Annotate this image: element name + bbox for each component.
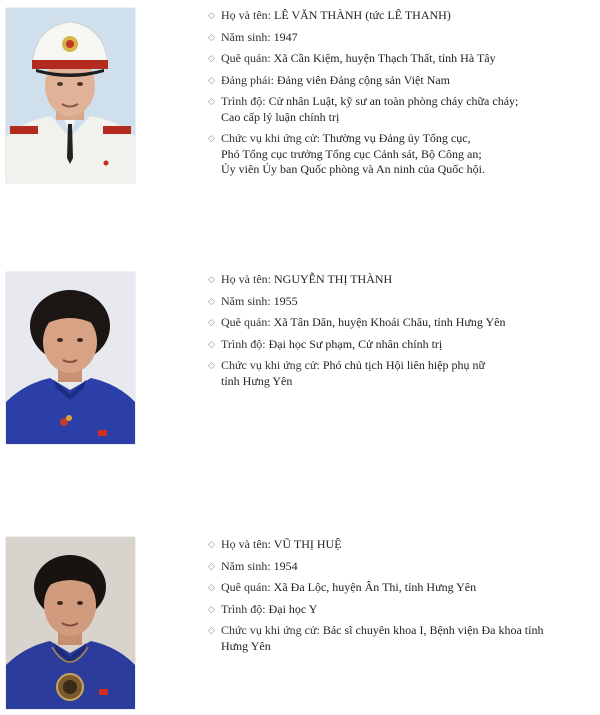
diamond-bullet-icon: ◇ <box>208 603 215 614</box>
diamond-bullet-icon: ◇ <box>208 96 215 106</box>
field-value: NGUYỄN THỊ THÀNH <box>274 272 393 286</box>
diamond-bullet-icon: ◇ <box>208 582 215 592</box>
field-label: Chức vụ khi ứng cử: <box>221 623 323 637</box>
birth-year-field <box>208 559 600 575</box>
field-label: Chức vụ khi ứng cử: <box>221 358 323 372</box>
field-label: Năm sinh: <box>221 29 274 44</box>
field-value: Xã Cần Kiệm, huyện Thạch Thất, tỉnh Hà Tây <box>273 51 496 65</box>
field-label: Trình độ: <box>221 601 269 616</box>
field-value: Đại học Y <box>268 601 318 616</box>
birth-year-field <box>208 294 600 310</box>
field-label: Trình độ: <box>221 94 269 108</box>
field-label: Quê quán: <box>221 51 274 65</box>
full-name-field <box>208 8 600 24</box>
field-value-continued: Cao cấp lý luận chính trị <box>221 109 340 124</box>
field-value: VŨ THỊ HUỆ <box>273 537 342 551</box>
full-name-field <box>208 537 600 553</box>
field-value-continued: Ủy viên Ủy ban Quốc phòng và An ninh của Quốc hội. <box>221 162 485 176</box>
hometown-field <box>208 315 600 331</box>
candidate-details <box>208 272 600 389</box>
candidate-photo <box>6 272 135 444</box>
field-value: Thường vụ Đảng ủy Tổng cục, <box>322 131 471 145</box>
field-label: Năm sinh: <box>221 558 274 573</box>
diamond-bullet-icon: ◇ <box>208 133 215 143</box>
position-field <box>208 358 600 389</box>
field-value: Đại học Sư phạm, Cử nhân chính trị <box>268 336 443 351</box>
field-value: 1955 <box>273 293 298 308</box>
field-value: Xã Đa Lộc, huyện Ân Thi, tỉnh Hưng Yên <box>273 580 477 594</box>
field-value-continued: Phó Tổng cục trưởng Tổng cục Cảnh sát, Bộ Công an; <box>221 146 482 161</box>
position-field <box>208 623 600 654</box>
diamond-bullet-icon: ◇ <box>208 539 215 549</box>
field-value: Phó chủ tịch Hội liên hiệp phụ nữ <box>322 358 485 372</box>
candidate-photo <box>6 537 135 709</box>
field-label: Quê quán: <box>221 580 274 594</box>
field-value-continued: Hưng Yên <box>221 638 271 653</box>
diamond-bullet-icon: ◇ <box>208 53 215 63</box>
diamond-bullet-icon: ◇ <box>208 338 215 349</box>
diamond-bullet-icon: ◇ <box>208 274 215 284</box>
field-value: 1954 <box>273 558 298 573</box>
diamond-bullet-icon: ◇ <box>208 560 215 571</box>
candidate-photo <box>6 8 135 183</box>
diamond-bullet-icon: ◇ <box>208 31 215 42</box>
diamond-bullet-icon: ◇ <box>208 295 215 306</box>
field-value: Cử nhân Luật, kỹ sư an toàn phòng cháy chữa cháy; <box>268 94 519 108</box>
education-field <box>208 337 600 353</box>
diamond-bullet-icon: ◇ <box>208 74 215 85</box>
field-value: Bác sĩ chuyên khoa I, Bệnh viện Đa khoa tỉnh <box>322 623 544 637</box>
field-value: Đảng viên Đảng cộng sản Việt Nam <box>277 72 451 87</box>
diamond-bullet-icon: ◇ <box>208 317 215 327</box>
field-label: Trình độ: <box>221 336 269 351</box>
field-label: Họ và tên: <box>221 537 274 551</box>
field-label: Chức vụ khi ứng cử: <box>221 131 323 145</box>
field-value: 1947 <box>273 29 298 44</box>
hometown-field <box>208 51 600 67</box>
birth-year-field <box>208 30 600 46</box>
diamond-bullet-icon: ◇ <box>208 10 215 20</box>
candidate-details <box>208 8 600 178</box>
party-field <box>208 73 600 89</box>
field-label: Năm sinh: <box>221 293 274 308</box>
field-value-continued: tỉnh Hưng Yên <box>221 373 293 388</box>
diamond-bullet-icon: ◇ <box>208 625 215 635</box>
full-name-field <box>208 272 600 288</box>
position-field <box>208 131 600 178</box>
field-value: Xã Tân Dân, huyện Khoái Châu, tỉnh Hưng Yên <box>273 315 506 329</box>
field-value: LÊ VĂN THÀNH (tức LÊ THANH) <box>274 8 451 22</box>
field-label: Họ và tên: <box>221 272 274 286</box>
field-label: Họ và tên: <box>221 8 274 22</box>
field-label: Quê quán: <box>221 315 274 329</box>
diamond-bullet-icon: ◇ <box>208 360 215 370</box>
education-field <box>208 602 600 618</box>
education-field <box>208 94 600 125</box>
candidate-details <box>208 537 600 654</box>
hometown-field <box>208 580 600 596</box>
field-label: Đảng phái: <box>221 72 277 87</box>
